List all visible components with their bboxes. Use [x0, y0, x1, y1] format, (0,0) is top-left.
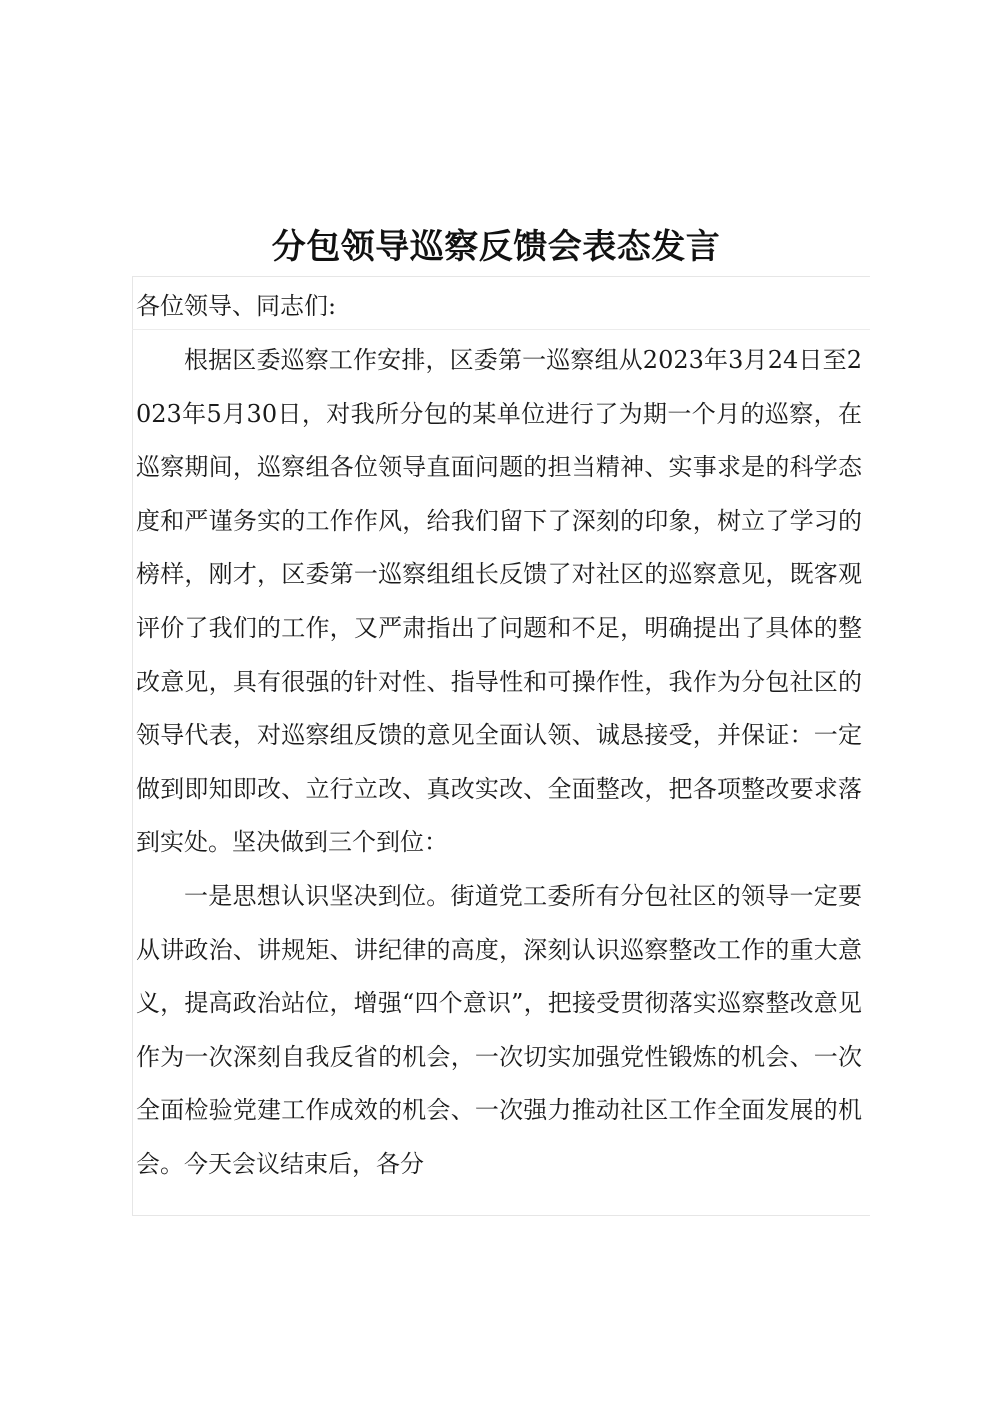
- frame-guide-left: [132, 276, 133, 1216]
- frame-guide-bottom: [132, 1215, 870, 1216]
- frame-guide-top: [132, 276, 870, 277]
- paragraph-2: 一是思想认识坚决到位。街道党工委所有分包社区的领导一定要从讲政治、讲规矩、讲纪律的高度，深刻认识巡察整改工作的重大意义，提高政治站位，增强“四个意识”，把接受贯彻落实巡察整改意见作为一次深刻自我反省的机会，一次切实加强党性锻炼的机会、一次全面检验党建工作成效的机会、一次强力推动社区工作全面发展的机会。今天会议结束后，各分: [136, 881, 862, 1178]
- salutation: 各位领导、同志们:: [136, 292, 337, 320]
- paragraph-1: 根据区委巡察工作安排，区委第一巡察组从2023年3月24日至2023年5月30日，对我所分包的某单位进行了为期一个月的巡察，在巡察期间，巡察组各位领导直面问题的担当精神、实事求是的科学态度和严谨务实的工作作风，给我们留下了深刻的印象，树立了学习的榜样，刚才，区委第一巡察组组长反馈了对社区的巡察意见，既客观评价了我们的工作，又严肃指出了问题和不足，明确提出了具体的整改意见，具有很强的针对性、指导性和可操作性，我作为分包社区的领导代表，对巡察组反馈的意见全面认领、诚恳接受，并保证：一定做到即知即改、立行立改、真改实改、全面整改，把各项整改要求落到实处。坚决做到三个到位：: [136, 346, 862, 857]
- document-title: 分包领导巡察反馈会表态发言: [271, 226, 721, 267]
- document-body: [136, 282, 862, 1192]
